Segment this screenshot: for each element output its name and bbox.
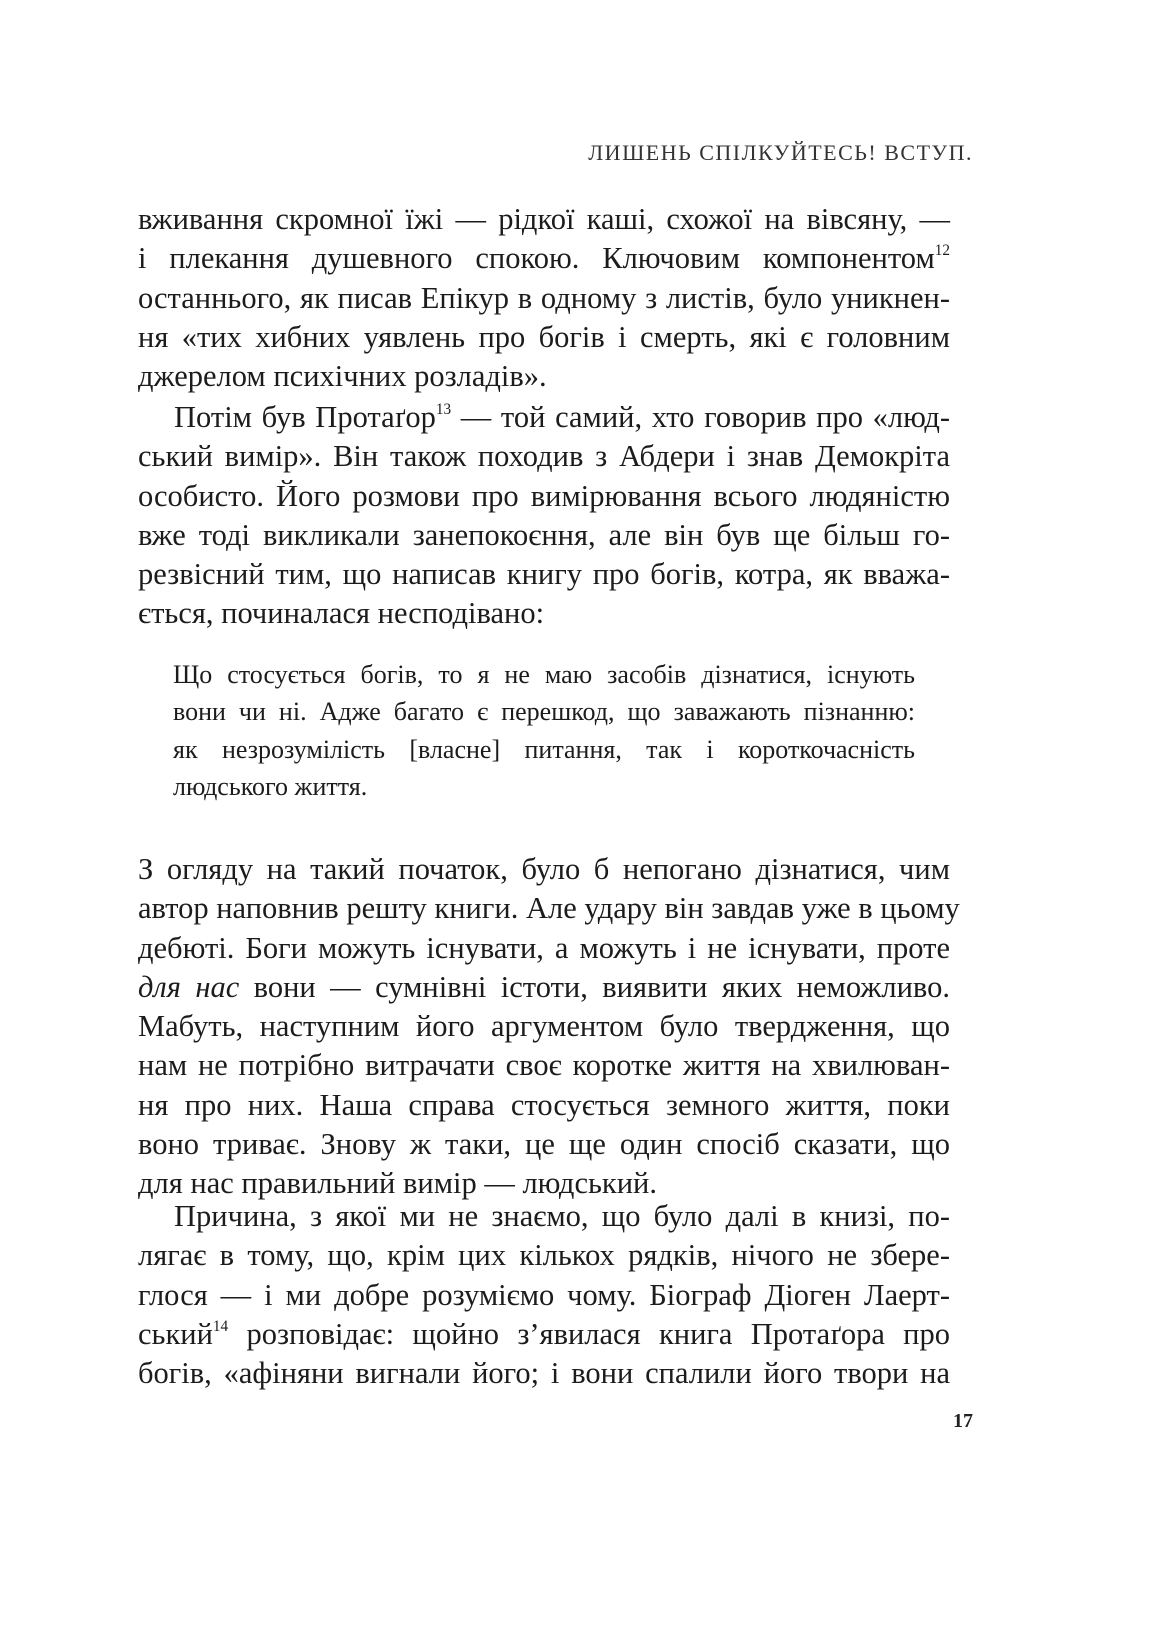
text-line — [138, 1315, 950, 1354]
text-line — [138, 398, 950, 437]
text-line: глося — і ми добре розуміємо чому. Біограф Діоген Лаерт- — [138, 1277, 950, 1312]
text-span: вони — сумнівні істоти, виявити яких неможливо. — [239, 969, 950, 1004]
text-span: — той самий, хто говорив про «люд- — [451, 400, 950, 434]
emphasis: для нас — [138, 969, 240, 1004]
text-line: нам не потрібно витрачати своє коротке життя на хвилюван- — [138, 1048, 950, 1083]
text-line — [138, 239, 950, 278]
text-line: для нас правильний вимір — людський. — [138, 1166, 657, 1201]
footnote-ref-13: 13 — [435, 401, 452, 419]
text-line: автор наповнив решту книги. Але удару він завдав уже в цьому — [138, 891, 960, 926]
text-line: ський вимір». Він також походив з Абдери і знав Демокріта — [138, 439, 950, 474]
text-line: вже тоді викликали занепокоєння, але він був ще більш го- — [138, 517, 950, 552]
text-line: ня «тих хибних уявлень про богів і смерть, які є головним — [138, 319, 950, 354]
page-number: 17 — [953, 1410, 973, 1432]
quote-line: вони чи ні. Адже багато є перешкод, що заважають пізнанню: — [173, 697, 915, 727]
text-span: розповідає: щойно з’явилася книга Протаґора про — [228, 1316, 950, 1351]
text-line: останнього, як писав Епікур в одному з листів, було уникнен- — [138, 280, 950, 315]
text-line: З огляду на такий початок, було б непогано дізнатися, чим — [138, 852, 950, 886]
text-line: богів, «афіняни вигнали його; і вони спалили його твори на — [138, 1356, 950, 1391]
text-line: воно триває. Знову ж таки, це ще один спосіб сказати, що — [138, 1127, 950, 1162]
text-line: особисто. Його розмови про вимірювання всього людяністю — [138, 478, 950, 513]
running-head: ЛИШЕНЬ СПІЛКУЙТЕСЬ! ВСТУП. — [588, 140, 973, 165]
footnote-ref-12: 12 — [934, 242, 950, 260]
paragraph-3 — [138, 850, 960, 1204]
text-line — [138, 968, 950, 1007]
text-line: ня про них. Наша справа стосується земного життя, поки — [138, 1087, 950, 1122]
block-quote — [173, 656, 915, 805]
text-line: вживання скромної їжі — рідкої каші, схожої на вівсяну, — — [138, 202, 950, 236]
text-line: лягає в тому, що, крім цих кількох рядків, нічого не збере- — [138, 1238, 950, 1273]
paragraph-1 — [138, 200, 950, 396]
footnote-ref-14: 14 — [212, 1317, 229, 1335]
text-line: ється, починалася несподівано: — [138, 596, 545, 631]
text-span: і плекання душевного спокою. Ключовим компонентом — [138, 241, 935, 276]
text-line: джерелом психічних розладів». — [138, 359, 547, 394]
text-line: Мабуть, наступним його аргументом було твердження, що — [138, 1009, 950, 1044]
text-line: резвісний тим, що написав книгу про богів, котра, як вважа- — [138, 557, 950, 592]
quote-line: Що стосується богів, то я не маю засобів дізнатися, існують — [173, 660, 915, 689]
text-span: ський — [138, 1316, 213, 1351]
text-span: Потім був Протаґор — [174, 400, 436, 434]
quote-line: як незрозумілість [власне] питання, так і короткочасність — [173, 734, 915, 764]
text-line: дебюті. Боги можуть існувати, а можуть і не існувати, проте — [138, 930, 950, 965]
quote-line: людського життя. — [173, 771, 368, 801]
paragraph-2 — [138, 398, 950, 634]
paragraph-4 — [138, 1197, 950, 1393]
text-line: Причина, з якої ми не знаємо, що було далі в книзі, по- — [174, 1199, 950, 1233]
